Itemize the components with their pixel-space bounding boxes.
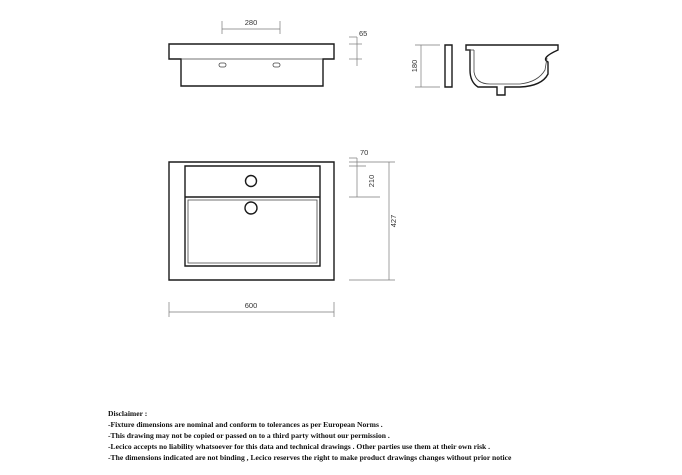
plan-tap-hole	[246, 176, 257, 187]
dim-label-600: 600	[244, 301, 258, 310]
disclaimer-line: -This drawing may not be copied or passed on to a third party without our permission .	[108, 431, 390, 440]
plan-outer-outline	[169, 162, 334, 280]
disclaimer-line: -The dimensions indicated are not binding , Lecico reserves the right to make product drawings changes without prior notice	[108, 453, 512, 462]
left-tap-hole	[219, 63, 226, 67]
disclaimer-block	[108, 408, 668, 463]
disclaimer-line: -Fixture dimensions are nominal and conform to tolerances as per European Norms .	[108, 420, 383, 429]
dim-label-65: 65	[359, 29, 368, 38]
plan-drain-hole	[245, 202, 257, 214]
plan-view	[169, 148, 398, 317]
disclaimer-title: Disclaimer :	[108, 409, 148, 418]
dim-label-210: 210	[367, 174, 376, 188]
dim-label-427: 427	[389, 214, 398, 228]
front-basin-outline	[169, 44, 334, 86]
dim-label-180: 180	[410, 59, 419, 73]
basin-section-profile	[466, 45, 558, 95]
disclaimer-line: -Lecico accepts no liability whatsoever for this data and technical drawings . Other parties use them at their own risk .	[108, 442, 491, 451]
side-section-view	[410, 45, 558, 95]
dim-label-280: 280	[244, 18, 258, 27]
right-tap-hole	[273, 63, 280, 67]
dim-label-70: 70	[360, 148, 369, 157]
front-elevation-view	[169, 18, 367, 86]
